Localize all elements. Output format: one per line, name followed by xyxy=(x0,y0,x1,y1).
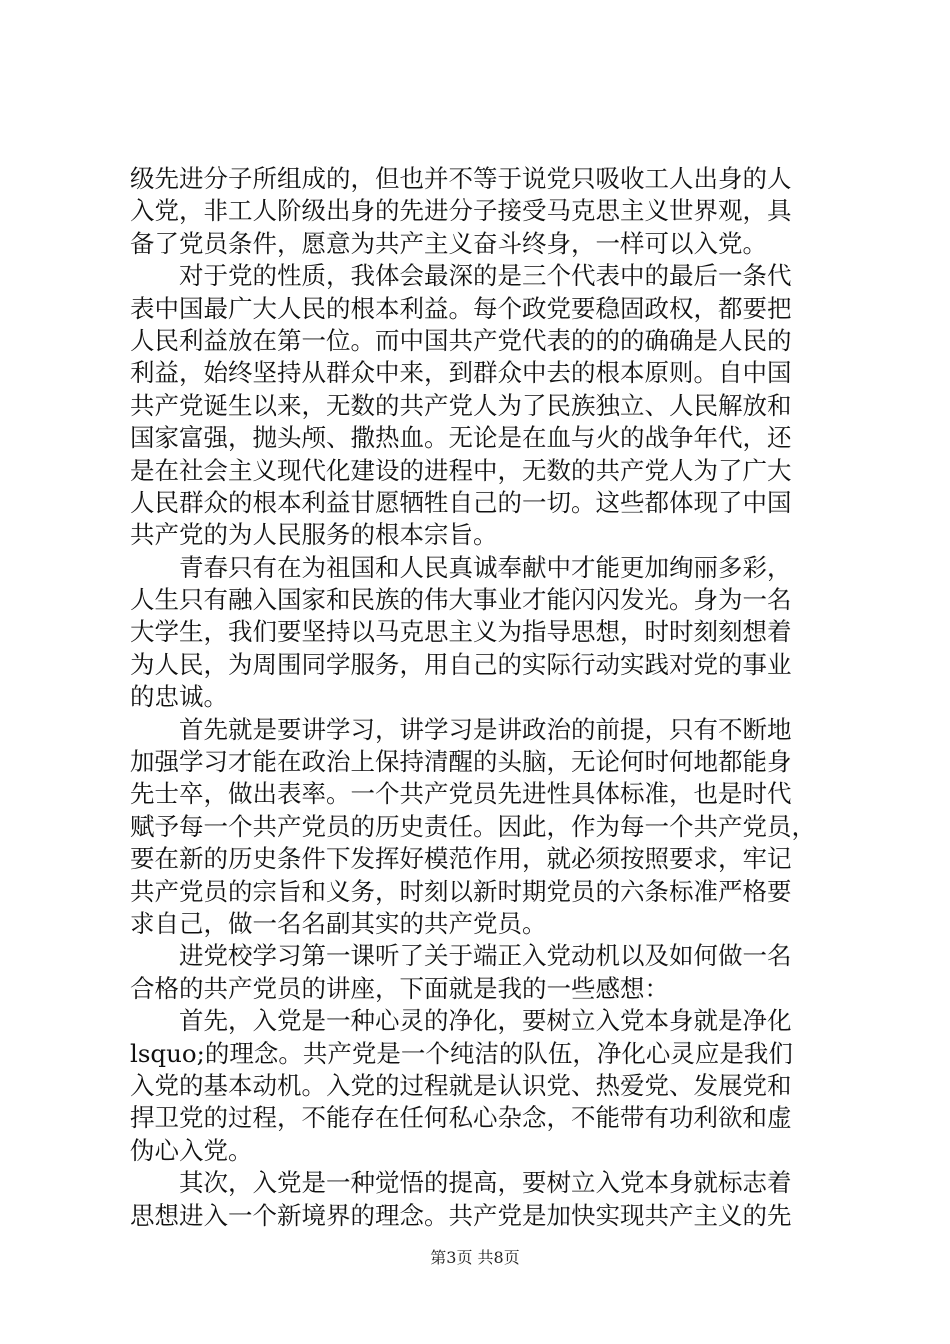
text-line: 级先进分子所组成的，但也并不等于说党只吸收工人出身的人 xyxy=(130,164,792,193)
text-line: 人生只有融入国家和民族的伟大事业才能闪闪发光。身为一名 xyxy=(130,585,792,615)
text-line: 国家富强，抛头颅、撒热血。无论是在血与火的战争年代，还 xyxy=(130,423,792,453)
page-footer: 第3页 共8页 xyxy=(430,1248,520,1267)
text-line: 共产党的为人民服务的根本宗旨。 xyxy=(130,520,498,550)
text-line: 入党的基本动机。入党的过程就是认识党、热爱党、发展党和 xyxy=(130,1070,792,1100)
text-line: 加强学习才能在政治上保持清醒的头脑，无论何时何地都能身 xyxy=(130,747,792,777)
text-line: 对于党的性质，我体会最深的是三个代表中的最后一条代 xyxy=(130,261,792,291)
text-line: lsquo;的理念。共产党是一个纯洁的队伍，净化心灵应是我们 xyxy=(130,1038,793,1068)
text-line: 青春只有在为祖国和人民真诚奉献中才能更加绚丽多彩， xyxy=(130,552,792,582)
text-line: 共产党员的宗旨和义务，时刻以新时期党员的六条标准严格要 xyxy=(130,876,792,906)
text-line: 利益，始终坚持从群众中来，到群众中去的根本原则。自中国 xyxy=(130,358,792,388)
text-line: 求自己，做一名名副其实的共产党员。 xyxy=(130,908,547,938)
text-line: 赋予每一个共产党员的历史责任。因此，作为每一个共产党员， xyxy=(130,811,816,841)
text-line: 进党校学习第一课听了关于端正入党动机以及如何做一名 xyxy=(130,941,792,971)
text-line: 合格的共产党员的讲座，下面就是我的一些感想： xyxy=(130,973,669,1003)
text-line: 入党，非工人阶级出身的先进分子接受马克思主义世界观，具 xyxy=(130,196,792,226)
text-line: 表中国最广大人民的根本利益。每个政党要稳固政权，都要把 xyxy=(130,293,792,323)
text-line: 为人民，为周围同学服务，用自己的实际行动实践对党的事业 xyxy=(130,649,792,679)
text-line: 的忠诚。 xyxy=(130,682,228,712)
text-line: 思想进入一个新境界的理念。共产党是加快实现共产主义的先 xyxy=(130,1200,792,1230)
text-line: 要在新的历史条件下发挥好模范作用，就必须按照要求，牢记 xyxy=(130,844,792,874)
text-line: 首先，入党是一种心灵的净化，要树立入党本身就是净化 xyxy=(130,1006,792,1036)
text-line: 大学生，我们要坚持以马克思主义为指导思想，时时刻刻想着 xyxy=(130,617,792,647)
text-line: 捍卫党的过程，不能存在任何私心杂念，不能带有功利欲和虚 xyxy=(130,1103,792,1133)
document-body xyxy=(130,163,830,1232)
text-line: 先士卒，做出表率。一个共产党员先进性具体标准，也是时代 xyxy=(130,779,792,809)
text-line: 人民群众的根本利益甘愿牺牲自己的一切。这些都体现了中国 xyxy=(130,487,792,517)
text-line: 是在社会主义现代化建设的进程中，无数的共产党人为了广大 xyxy=(130,455,792,485)
text-line: 人民利益放在第一位。而中国共产党代表的的的确确是人民的 xyxy=(130,325,792,355)
text-line: 伪心入党。 xyxy=(130,1135,253,1165)
text-line: 共产党诞生以来，无数的共产党人为了民族独立、人民解放和 xyxy=(130,390,792,420)
text-line: 备了党员条件，愿意为共产主义奋斗终身，一样可以入党。 xyxy=(130,228,767,258)
text-line: 其次，入党是一种觉悟的提高，要树立入党本身就标志着 xyxy=(130,1168,792,1198)
text-line: 首先就是要讲学习，讲学习是讲政治的前提，只有不断地 xyxy=(130,714,792,744)
